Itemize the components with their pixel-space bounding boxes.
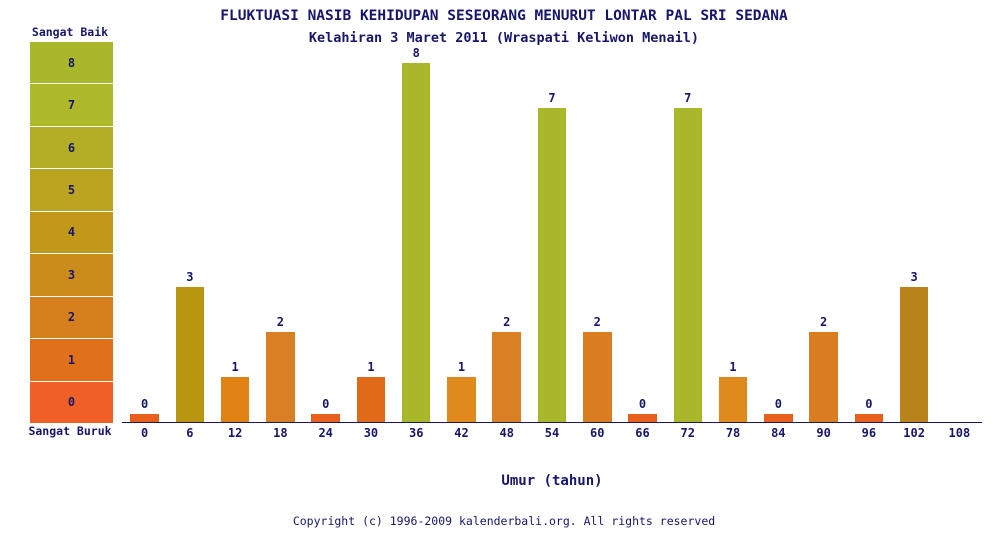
bar (628, 414, 657, 422)
bar-value-label: 1 (729, 360, 737, 375)
bar-group (357, 359, 386, 422)
bar-value-label: 3 (186, 270, 194, 285)
x-tick-66: 66 (635, 426, 650, 440)
bar (176, 287, 205, 422)
bar-group (538, 90, 567, 422)
bar (900, 287, 929, 422)
bar (855, 414, 884, 422)
bar-group (809, 314, 838, 422)
legend-cell-2: 2 (30, 297, 113, 339)
legend-cell-5: 5 (30, 169, 113, 211)
bar-group (855, 396, 884, 422)
bar-value-label: 1 (367, 360, 375, 375)
bar-group (266, 314, 295, 422)
bar-value-label: 2 (276, 315, 285, 330)
legend-scale (29, 41, 114, 424)
legend-cell-0: 0 (30, 382, 113, 423)
bar-group (221, 359, 250, 422)
x-axis-line (122, 422, 982, 423)
bar (130, 414, 159, 422)
legend-top-label: Sangat Baik (31, 25, 109, 39)
bar-value-label: 8 (412, 46, 420, 60)
bar-value-label: 2 (503, 315, 511, 330)
x-tick-84: 84 (771, 426, 786, 440)
x-tick-48: 48 (499, 426, 514, 440)
bar (402, 63, 431, 422)
x-axis-label: Umur (tahun) (501, 473, 603, 489)
bar (583, 332, 612, 422)
bar-plot-area (122, 41, 982, 422)
bar-group (674, 90, 703, 422)
bar (357, 377, 386, 422)
bar (538, 108, 567, 422)
bar-group (628, 396, 657, 422)
bar (221, 377, 250, 422)
x-tick-108: 108 (948, 426, 971, 440)
x-tick-18: 18 (273, 426, 288, 440)
x-tick-102: 102 (903, 426, 925, 440)
legend-bottom-label: Sangat Buruk (28, 424, 112, 438)
bar-group (176, 269, 205, 422)
chart-subtitle: Kelahiran 3 Maret 2011 (Wraspati Keliwon Menail) (308, 30, 700, 46)
x-tick-60: 60 (590, 426, 605, 440)
x-tick-24: 24 (318, 426, 333, 440)
bar-value-label: 0 (638, 397, 647, 411)
bar-value-label: 7 (548, 90, 556, 105)
copyright-text: Copyright (c) 1996-2009 kalenderbali.org. All rights reserved (292, 514, 716, 528)
x-tick-42: 42 (454, 426, 469, 440)
x-tick-54: 54 (544, 426, 560, 440)
bar-value-label: 0 (141, 397, 149, 411)
x-tick-96: 96 (861, 426, 877, 440)
chart-title: FLUKTUASI NASIB KEHIDUPAN SESEORANG MENURUT LONTAR PAL SRI SEDANA (220, 8, 788, 24)
bar (266, 332, 295, 422)
bar-group (492, 314, 521, 422)
bar-value-label: 2 (593, 315, 601, 330)
bar (311, 414, 340, 422)
bar-group (764, 396, 793, 422)
bar-value-label: 0 (322, 397, 330, 411)
bar (719, 377, 748, 422)
x-tick-72: 72 (680, 426, 696, 440)
bar-group (402, 45, 431, 422)
bar-value-label: 3 (910, 270, 918, 285)
legend-cell-7: 7 (30, 84, 113, 126)
x-tick-30: 30 (363, 426, 379, 440)
bar-value-label: 0 (865, 397, 873, 411)
legend-cell-1: 1 (30, 339, 113, 381)
x-tick-78: 78 (725, 426, 741, 440)
x-tick-0: 0 (141, 426, 149, 440)
bar-value-label: 7 (684, 90, 692, 105)
legend-cell-3: 3 (30, 254, 113, 296)
bar-value-label: 1 (457, 360, 466, 375)
x-tick-12: 12 (227, 426, 243, 440)
x-tick-6: 6 (186, 426, 194, 440)
bar-value-label: 0 (774, 397, 782, 411)
bar-group (311, 396, 340, 422)
legend-cell-6: 6 (30, 127, 113, 169)
bar (492, 332, 521, 422)
bar-group (447, 359, 476, 422)
bar (674, 108, 703, 422)
bar (809, 332, 838, 422)
x-tick-36: 36 (408, 426, 424, 440)
bar-group (130, 396, 159, 422)
bar (764, 414, 793, 422)
x-tick-90: 90 (816, 426, 831, 440)
bar-group (900, 269, 929, 422)
bar (447, 377, 476, 422)
legend-cell-4: 4 (30, 212, 113, 254)
bar-value-label: 1 (231, 360, 239, 375)
bar-group (719, 359, 748, 422)
bar-group (583, 314, 612, 422)
bar-value-label: 2 (819, 315, 828, 330)
legend-cell-8: 8 (30, 42, 113, 84)
